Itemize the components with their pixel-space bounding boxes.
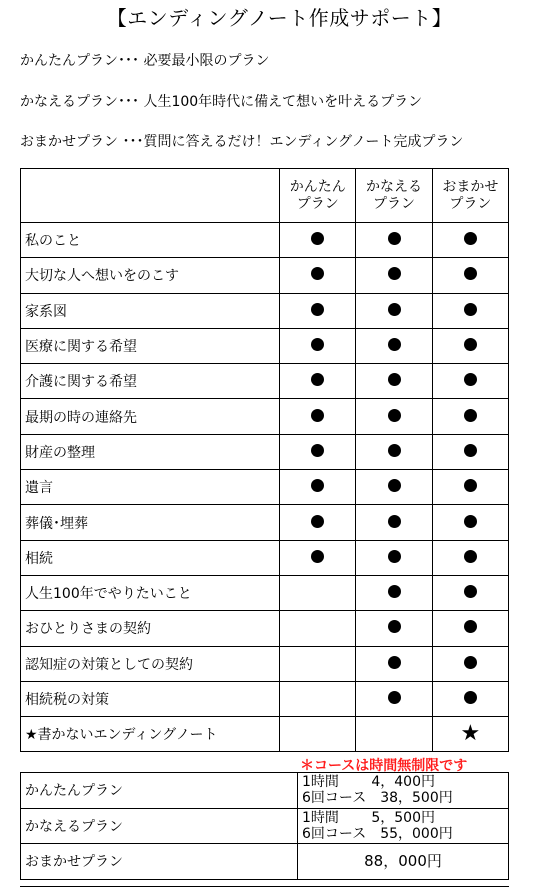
plan-mark-cell [280,399,356,434]
plan-mark-cell [280,470,356,505]
included-dot-icon [388,232,401,245]
price-row-omakase [21,844,509,880]
plan-mark-cell [432,293,508,328]
plan-mark-cell [356,540,432,575]
plan-mark-cell [280,646,356,681]
plan-mark-cell [280,575,356,610]
table-row [21,681,509,716]
page-title: 【エンディングノート作成サポート】 [106,6,453,30]
plan-description-kanaeru: かなえるプラン･･･ 人生100年時代に備えて想いを叶えるプラン [20,94,423,110]
price-value: 88，000円 [298,844,509,880]
feature-label: 家系図 [21,293,280,328]
feature-label: 財産の整理 [21,434,280,469]
included-dot-icon [311,444,324,457]
plan-mark-cell [356,328,432,363]
included-dot-icon [464,585,477,598]
table-row [21,293,509,328]
plan-mark-cell [280,258,356,293]
plan-mark-cell [356,223,432,258]
feature-label: 私のこと [21,223,280,258]
table-row [21,434,509,469]
plan-mark-cell [432,223,508,258]
included-dot-icon [464,656,477,669]
table-row [21,223,509,258]
included-dot-icon [311,267,324,280]
plan-mark-cell [432,258,508,293]
plan-mark-cell [356,399,432,434]
plan-mark-cell [356,258,432,293]
included-dot-icon [388,409,401,422]
price-plan-name: かんたんプラン [21,773,298,809]
header-kanaeru-plan: かなえる プラン [356,169,432,223]
included-dot-icon [388,550,401,563]
included-dot-icon [388,620,401,633]
plan-mark-cell [432,364,508,399]
star-icon: ★ [460,721,481,747]
included-dot-icon [388,267,401,280]
feature-label: 大切な人へ想いをのこす [21,258,280,293]
price-row-kantan [21,773,509,809]
feature-label: ★書かないエンディングノート [21,717,280,752]
included-dot-icon [464,515,477,528]
price-value: 1時間 4，400円 6回コース 38，500円 [298,773,509,809]
price-row-kanaeru [21,808,509,844]
header-empty-cell [21,169,280,223]
header-kantan-plan: かんたん プラン [280,169,356,223]
included-dot-icon [464,620,477,633]
table-row [21,717,509,752]
feature-label: 人生100年でやりたいこと [21,575,280,610]
price-plan-name: おまかせプラン [21,844,298,880]
included-dot-icon [311,338,324,351]
plan-mark-cell [356,575,432,610]
plan-mark-cell [356,611,432,646]
table-row [21,399,509,434]
plan-mark-cell [432,328,508,363]
plan-mark-cell [280,364,356,399]
plan-mark-cell [432,681,508,716]
included-dot-icon [464,267,477,280]
plan-mark-cell [432,540,508,575]
included-dot-icon [388,691,401,704]
table-row [21,575,509,610]
feature-label: おひとりさまの契約 [21,611,280,646]
plan-mark-cell [356,681,432,716]
plan-mark-cell [432,717,508,752]
plan-mark-cell [356,293,432,328]
table-row [21,328,509,363]
plan-mark-cell [356,717,432,752]
bottom-divider [20,886,509,887]
plan-mark-cell [280,293,356,328]
feature-label: 医療に関する希望 [21,328,280,363]
plan-mark-cell [280,540,356,575]
included-dot-icon [311,303,324,316]
plan-mark-cell [432,505,508,540]
feature-label: 最期の時の連絡先 [21,399,280,434]
feature-label: 認知症の対策としての契約 [21,646,280,681]
included-dot-icon [388,585,401,598]
included-dot-icon [388,338,401,351]
plan-mark-cell [356,434,432,469]
included-dot-icon [311,515,324,528]
table-row [21,470,509,505]
plan-mark-cell [280,505,356,540]
included-dot-icon [464,550,477,563]
feature-comparison-table [20,168,509,752]
included-dot-icon [464,409,477,422]
table-row [21,611,509,646]
price-table [20,772,509,880]
header-omakase-plan: おまかせ プラン [432,169,508,223]
plan-mark-cell [280,611,356,646]
included-dot-icon [464,303,477,316]
table-row [21,258,509,293]
included-dot-icon [464,373,477,386]
included-dot-icon [464,232,477,245]
included-dot-icon [464,338,477,351]
included-dot-icon [464,444,477,457]
included-dot-icon [388,444,401,457]
included-dot-icon [388,303,401,316]
table-row [21,540,509,575]
included-dot-icon [388,515,401,528]
included-dot-icon [311,550,324,563]
included-dot-icon [464,479,477,492]
included-dot-icon [388,479,401,492]
included-dot-icon [464,691,477,704]
table-header-row [21,169,509,223]
plan-mark-cell [432,646,508,681]
unlimited-time-note: ＊コースは時間無制限です [300,758,468,774]
plan-mark-cell [280,328,356,363]
plan-mark-cell [356,646,432,681]
included-dot-icon [388,373,401,386]
plan-description-omakase: おまかせプラン ･･･質問に答えるだけ！エンディングノート完成プラン [20,134,464,150]
plan-mark-cell [356,364,432,399]
feature-label: 相続 [21,540,280,575]
plan-mark-cell [356,505,432,540]
plan-mark-cell [280,717,356,752]
plan-mark-cell [432,575,508,610]
plan-mark-cell [280,434,356,469]
plan-mark-cell [356,470,432,505]
included-dot-icon [311,409,324,422]
included-dot-icon [311,479,324,492]
included-dot-icon [311,232,324,245]
feature-label: 介護に関する希望 [21,364,280,399]
included-dot-icon [388,656,401,669]
table-row [21,646,509,681]
plan-mark-cell [432,399,508,434]
plan-mark-cell [280,681,356,716]
table-row [21,364,509,399]
price-plan-name: かなえるプラン [21,808,298,844]
plan-description-kantan: かんたんプラン･･･ 必要最小限のプラン [20,53,270,69]
feature-label: 遺言 [21,470,280,505]
feature-label: 相続税の対策 [21,681,280,716]
table-row [21,505,509,540]
feature-label: 葬儀･埋葬 [21,505,280,540]
plan-mark-cell [280,223,356,258]
plan-mark-cell [432,611,508,646]
price-value: 1時間 5，500円 6回コース 55，000円 [298,808,509,844]
included-dot-icon [311,373,324,386]
plan-mark-cell [432,434,508,469]
plan-mark-cell [432,470,508,505]
